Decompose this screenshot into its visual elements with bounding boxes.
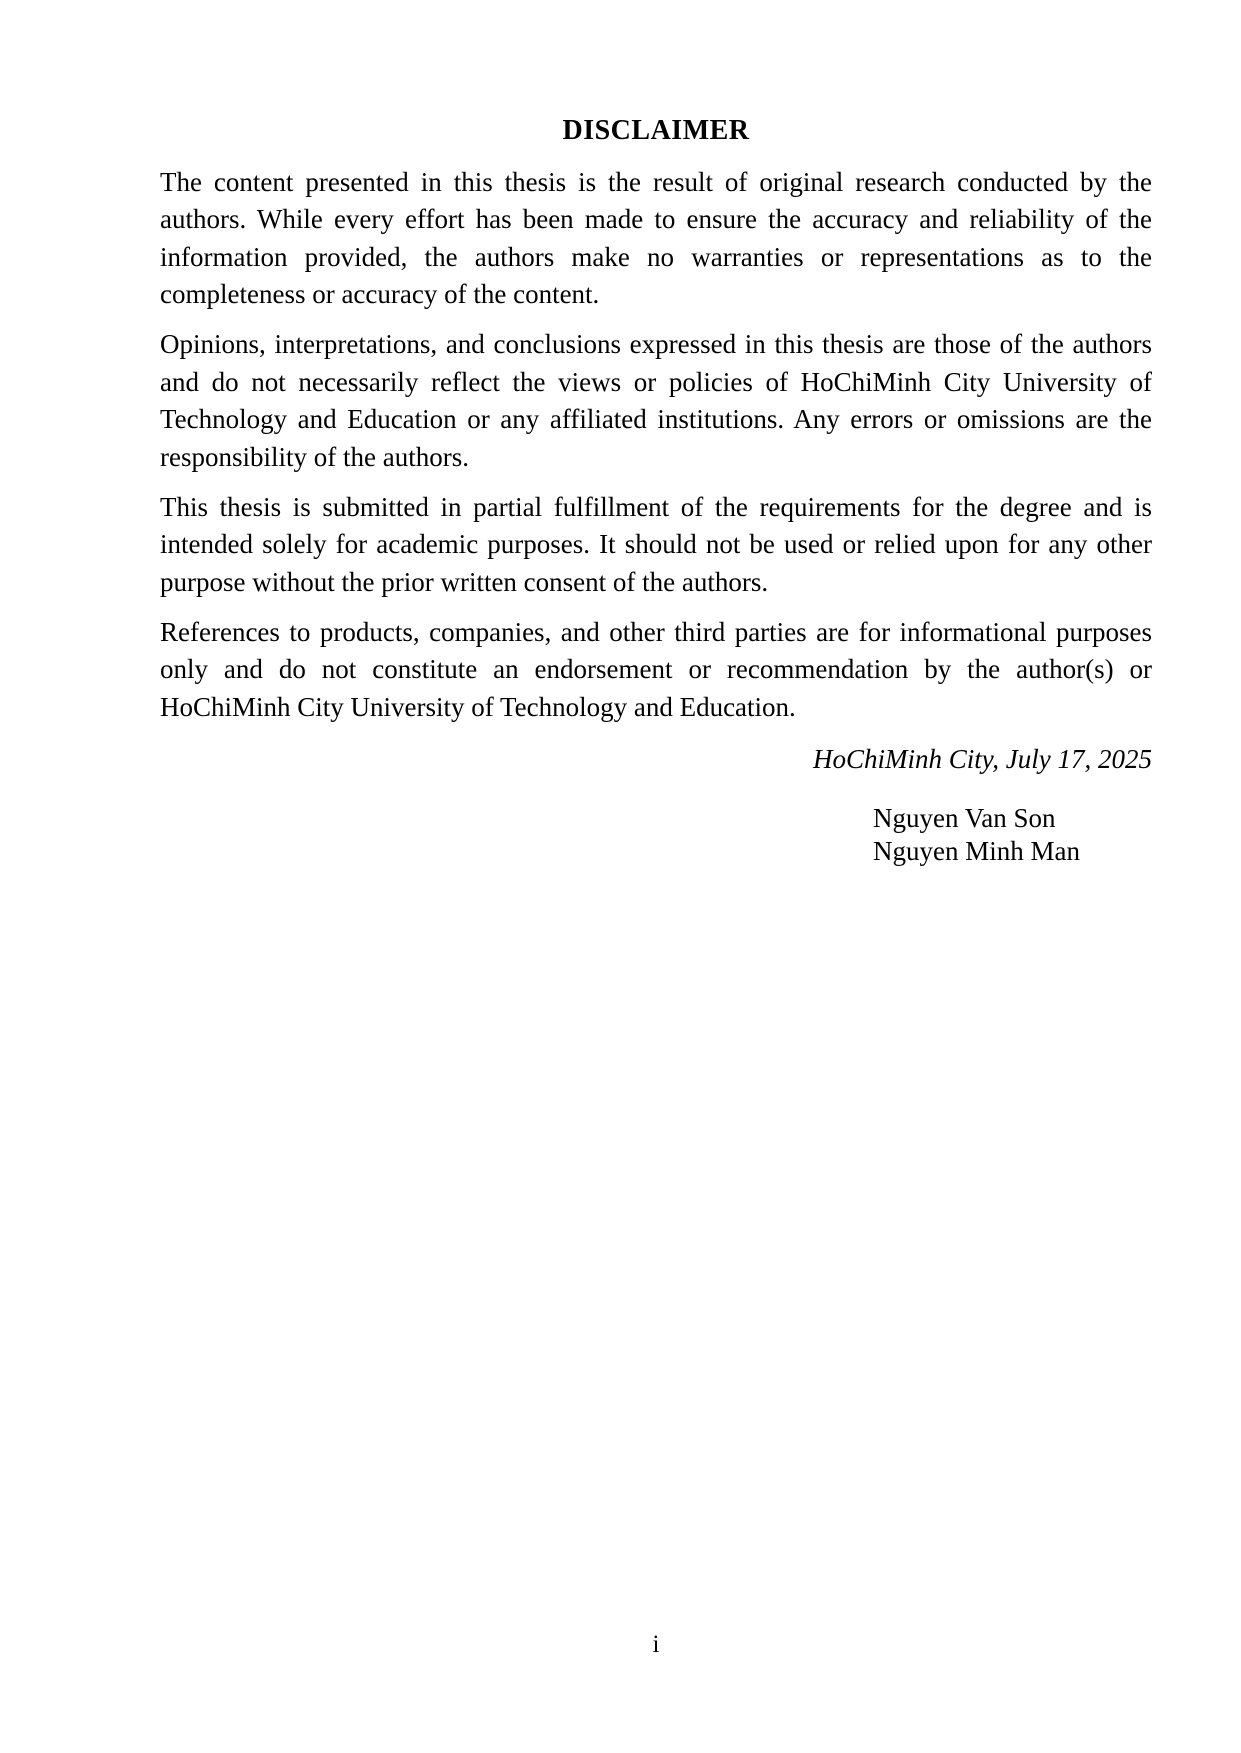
page-title: DISCLAIMER <box>562 115 750 146</box>
signature-block <box>873 802 1152 868</box>
disclaimer-paragraph-2: Opinions, interpretations, and conclusions expressed in this thesis are those of the authors and do not necessarily reflect the views or policies of HoChiMinh City University of Technology and Education or any affiliated institutions. Any errors or omissions are the responsibility of the authors. <box>160 329 1152 472</box>
disclaimer-paragraph-3: This thesis is submitted in partial fulfillment of the requirements for the degree and is intended solely for academic purposes. It should not be used or relied upon for any other purpose without the prior written consent of the authors. <box>160 491 1152 597</box>
page-number: i <box>652 1631 660 1658</box>
author-name-1: Nguyen Van Son <box>873 802 1056 833</box>
dateline: HoChiMinh City, July 17, 2025 <box>813 744 1152 774</box>
author-name-2: Nguyen Minh Man <box>873 835 1080 866</box>
disclaimer-paragraph-1: The content presented in this thesis is the result of original research conducted by the authors. While every effort has been made to ensure the accuracy and reliability of the information provided, the authors make no warranties or representations as to the completeness or accuracy of the content. <box>160 166 1152 309</box>
disclaimer-paragraph-4: References to products, companies, and other third parties are for informational purposes only and do not constitute an endorsement or recommendation by the author(s) or HoChiMinh City University of Technology and Education. <box>160 616 1152 722</box>
disclaimer-section <box>160 112 1152 868</box>
